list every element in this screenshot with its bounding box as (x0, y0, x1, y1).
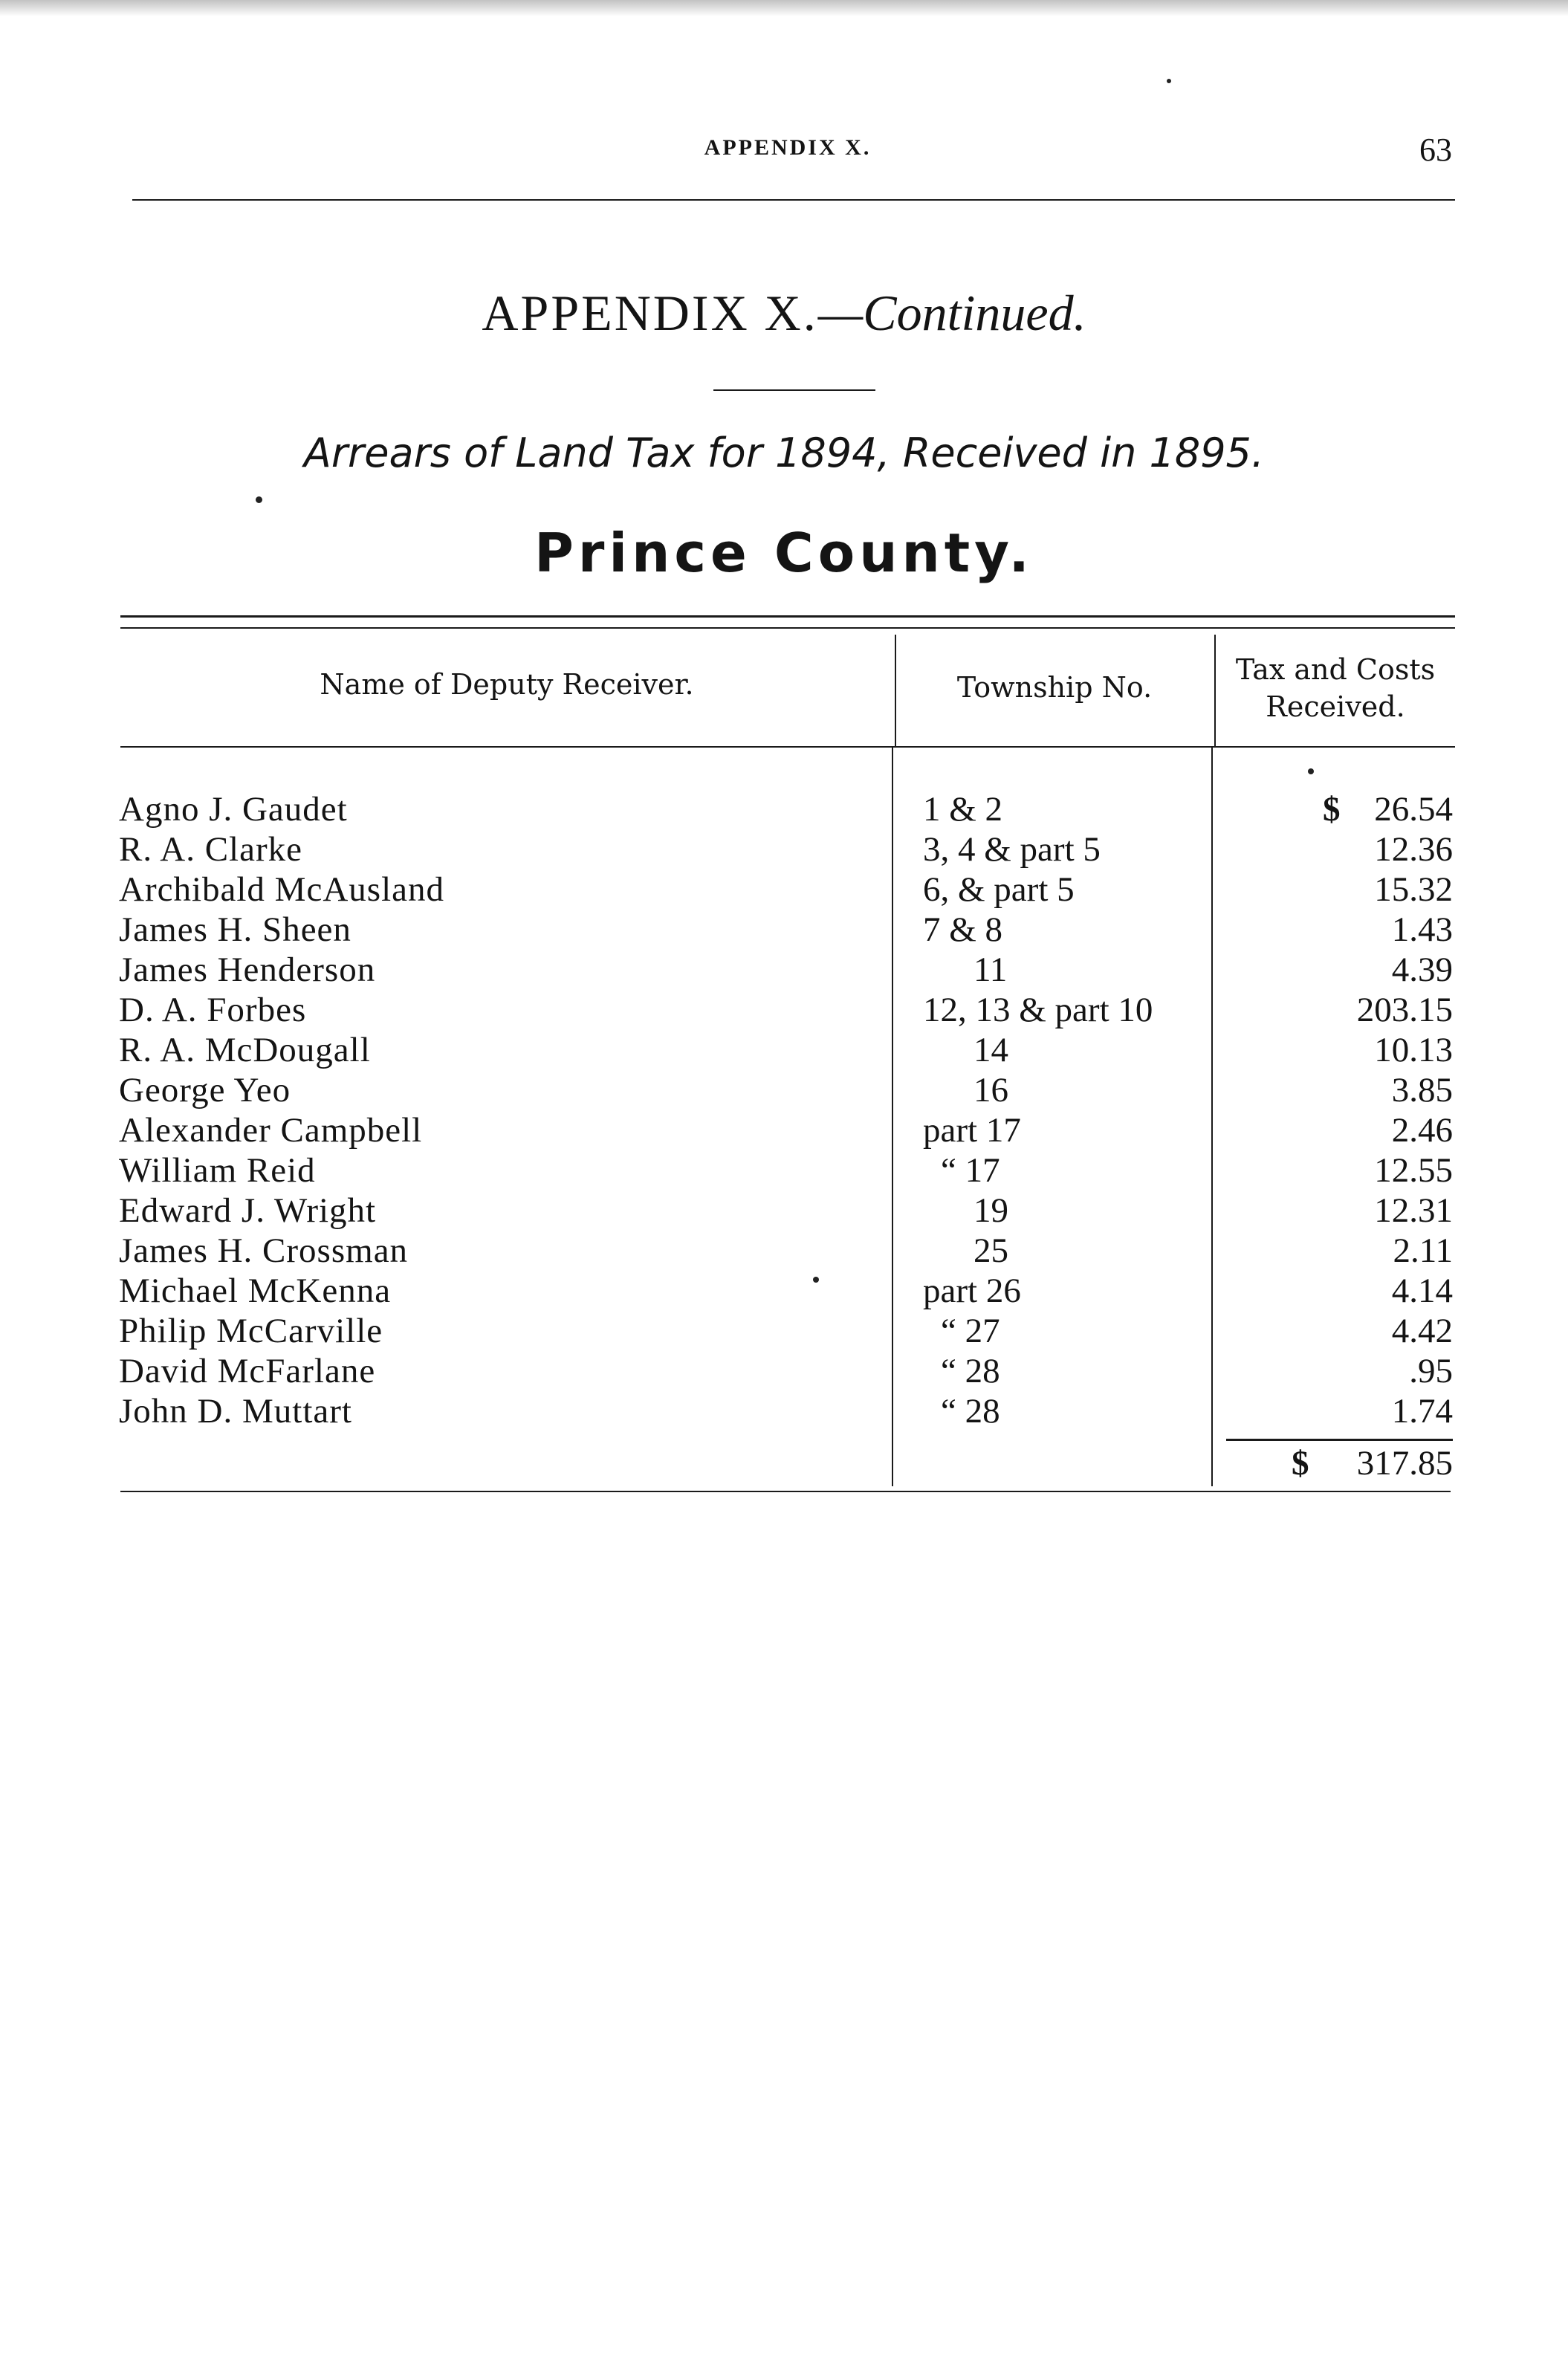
table-row (0, 950, 1568, 990)
township-number: part 26 (923, 1272, 1021, 1310)
receiver-name: John D. Muttart (119, 1392, 352, 1431)
receiver-name: D. A. Forbes (119, 991, 307, 1029)
column-header-amount-line2: Received. (1266, 690, 1405, 723)
table-row (0, 829, 1568, 869)
total-amount: 317.85 (1356, 1444, 1453, 1483)
table-row (0, 1070, 1568, 1110)
amount-received: 26.54 (1374, 790, 1453, 829)
receiver-name: James H. Sheen (119, 910, 351, 949)
receiver-name: Michael McKenna (119, 1272, 392, 1310)
table-row (0, 910, 1568, 950)
receiver-name: James H. Crossman (119, 1231, 409, 1270)
amount-received: 4.39 (1391, 950, 1453, 989)
table-row (0, 1110, 1568, 1150)
amount-received: 1.74 (1391, 1392, 1453, 1431)
township-number: 7 & 8 (923, 910, 1003, 949)
table-top-rule-thin (120, 627, 1455, 629)
running-title: APPENDIX X. (704, 135, 872, 160)
table-row (0, 1231, 1568, 1271)
township-number: 16 (973, 1071, 1008, 1110)
scan-speck (1308, 768, 1314, 774)
table-top-rule-thick (120, 615, 1455, 618)
total-row (1219, 1443, 1453, 1483)
table-row (0, 990, 1568, 1030)
scan-edge (0, 0, 1568, 16)
amount-received: 15.32 (1374, 870, 1453, 909)
township-number: 14 (973, 1031, 1008, 1069)
amount-received: 4.42 (1391, 1312, 1453, 1350)
amount-received: 12.55 (1374, 1151, 1453, 1190)
appendix-title (0, 284, 1568, 343)
scan-speck (813, 1277, 819, 1283)
receiver-name: David McFarlane (119, 1352, 376, 1390)
receiver-name: Edward J. Wright (119, 1191, 377, 1230)
amount-received: 2.46 (1391, 1111, 1453, 1150)
receiver-name: Philip McCarville (119, 1312, 383, 1350)
receiver-name: Agno J. Gaudet (119, 790, 348, 829)
township-number: “ 28 (941, 1352, 1000, 1390)
amount-received: 10.13 (1374, 1031, 1453, 1069)
table-row (0, 1150, 1568, 1191)
appendix-title-main: APPENDIX X. (482, 285, 818, 341)
receiver-name: George Yeo (119, 1071, 291, 1110)
township-number: “ 17 (941, 1151, 1000, 1190)
township-number: “ 28 (941, 1392, 1000, 1431)
title-rule (713, 389, 875, 391)
header-divider-1 (895, 635, 896, 746)
table-row (0, 789, 1568, 829)
amount-received: 4.14 (1391, 1272, 1453, 1310)
receiver-name: William Reid (119, 1151, 316, 1190)
column-header-township: Township No. (956, 671, 1153, 704)
total-rule (1226, 1439, 1453, 1441)
currency-symbol: $ (1323, 790, 1341, 829)
township-number: 1 & 2 (923, 790, 1003, 829)
table-row (0, 1191, 1568, 1231)
receiver-name: R. A. Clarke (119, 830, 302, 869)
total-currency-symbol: $ (1292, 1444, 1309, 1483)
table-row (0, 1351, 1568, 1391)
running-head (119, 132, 1457, 172)
township-number: 3, 4 & part 5 (923, 830, 1101, 869)
receiver-name: Archibald McAusland (119, 870, 444, 909)
township-number: 25 (973, 1231, 1008, 1270)
table-row (0, 869, 1568, 910)
table-row (0, 1311, 1568, 1351)
township-number: part 17 (923, 1111, 1021, 1150)
header-bottom-rule (120, 746, 1455, 748)
table-subtitle: Arrears of Land Tax for 1894, Received in 1895. (303, 430, 1265, 476)
header-rule (132, 199, 1455, 201)
amount-received: 203.15 (1356, 991, 1453, 1029)
scan-speck (256, 496, 262, 503)
amount-received: 1.43 (1391, 910, 1453, 949)
page-number: 63 (1419, 132, 1452, 168)
amount-received: .95 (1409, 1352, 1453, 1390)
township-number: 6, & part 5 (923, 870, 1075, 909)
township-number: 19 (973, 1191, 1008, 1230)
receiver-name: James Henderson (119, 950, 376, 989)
county-heading: Prince County. (534, 522, 1034, 584)
township-number: 12, 13 & part 10 (923, 991, 1153, 1029)
column-header-amount (1216, 651, 1455, 725)
receiver-name: R. A. McDougall (119, 1031, 371, 1069)
column-header-amount-line1: Tax and Costs (1235, 653, 1436, 686)
amount-received: 12.36 (1374, 830, 1453, 869)
amount-received: 12.31 (1374, 1191, 1453, 1230)
receiver-name: Alexander Campbell (119, 1111, 423, 1150)
township-number: “ 27 (941, 1312, 1000, 1350)
table-bottom-rule (120, 1491, 1451, 1492)
table-row (0, 1391, 1568, 1431)
amount-received: 2.11 (1393, 1231, 1453, 1270)
table-row (0, 1271, 1568, 1311)
township-number: 11 (973, 950, 1008, 989)
table-row (0, 1030, 1568, 1070)
scan-speck (1167, 79, 1171, 83)
appendix-title-continued: —Continued. (817, 285, 1086, 341)
header-divider-2 (1214, 635, 1216, 746)
amount-received: 3.85 (1391, 1071, 1453, 1110)
column-header-name: Name of Deputy Receiver. (320, 668, 694, 701)
